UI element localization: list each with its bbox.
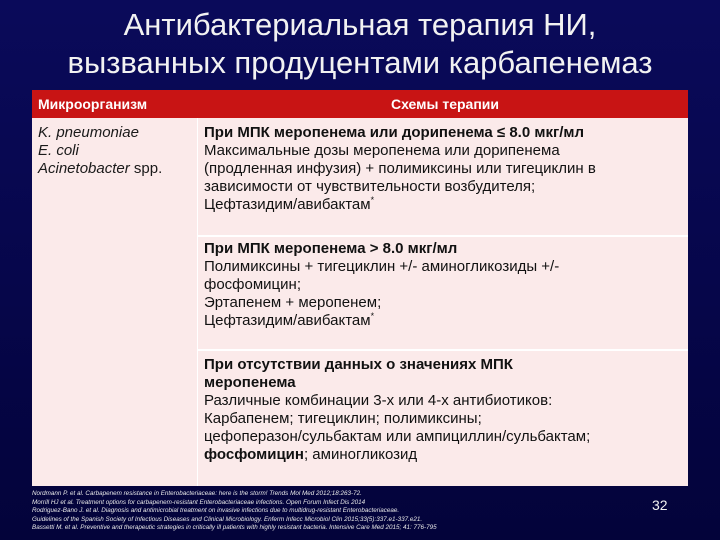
title-line-1: Антибактериальная терапия НИ, <box>123 7 597 42</box>
cell-1-heading: При МПК меропенема или дорипенема ≤ 8.0 мкг/мл <box>204 124 584 141</box>
cell-3-line: Различные комбинации 3-х или 4-х антибиотиков: <box>204 392 553 409</box>
cell-3-line-last <box>204 446 684 464</box>
cell-3-heading-2: меропенема <box>204 374 296 391</box>
cell-3-heading-1: При отсутствии данных о значениях МПК <box>204 356 513 373</box>
microorganism-k-pneumoniae: K. pneumoniae <box>38 124 139 141</box>
acinetobacter-name: Acinetobacter <box>38 160 130 177</box>
microorganism-e-coli: E. coli <box>38 142 79 159</box>
reference-item: Morrill HJ et al. Treatment options for carbapenem-resistant Enterobacteriaceae infections. Open Forum Infect Dis 2014 <box>32 498 366 506</box>
reference-item: Guidelines of the Spanish Society of Infectious Diseases and Clinical Microbiology. Enferm Infecc Microbiol Clin 2015;33(5):337.e1-337.e21. <box>32 515 423 523</box>
references <box>32 490 592 533</box>
header-therapy-schemes: Схемы терапии <box>390 96 499 112</box>
footnote-star: * <box>370 195 375 205</box>
reference-item: Bassetti M. et al. Preventive and therapeutic strategies in critically ill patients with highly resistant bacteria. Intensive Care Med 2015; 41: 776-795 <box>32 524 437 532</box>
therapy-cell-3 <box>204 356 684 464</box>
therapy-cell-1 <box>204 124 684 214</box>
cell-3-line: цефоперазон/сульбактам или ампициллин/сульбактам; <box>204 428 591 445</box>
acinetobacter-spp: spp. <box>133 160 163 177</box>
cell-2-line: фосфомицин; <box>204 276 301 293</box>
microorganism-list <box>38 124 162 178</box>
reference-item: Rodriguez-Bano J. et al. Diagnosis and antimicrobial treatment on invasive infections due to multidrug-resistant Enterobacteriaceae. <box>32 507 400 515</box>
cell-1-line: (продленная инфузия) + полимиксины или тигециклин в <box>204 160 596 177</box>
slide-title <box>0 6 720 82</box>
cell-2-heading: При МПК меропенема > 8.0 мкг/мл <box>204 240 458 257</box>
therapy-cell-2 <box>204 240 684 330</box>
cell-2-line: Эртапенем + меропенем; <box>204 294 382 311</box>
page-number: 32 <box>652 497 668 513</box>
cell-3-rest: ; аминогликозид <box>303 446 418 463</box>
header-microorganism: Микроорганизм <box>38 96 148 112</box>
row-divider-1 <box>198 235 688 237</box>
cell-1-line: зависимости от чувствительности возбудителя; <box>204 178 536 195</box>
cell-2-drug: Цефтазидим/авибактам <box>204 312 371 329</box>
cell-2-line: Полимиксины + тигециклин +/- аминогликозиды +/- <box>204 258 560 275</box>
title-line-2: вызванных продуцентами карбапенемаз <box>67 45 653 80</box>
column-divider <box>197 118 198 486</box>
cell-3-bold-drug: фосфомицин <box>204 446 304 463</box>
table-header <box>32 90 688 118</box>
cell-3-line: Карбапенем; тигециклин; полимиксины; <box>204 410 482 427</box>
therapy-table <box>32 90 688 486</box>
footnote-star: * <box>370 311 375 321</box>
cell-1-drug: Цефтазидим/авибактам <box>204 196 371 213</box>
cell-2-line-last <box>204 312 684 330</box>
row-divider-2 <box>198 349 688 351</box>
microorganism-acinetobacter <box>38 160 162 178</box>
reference-item: Nordmann P. et al. Carbapenem resistance in Enterobacteriaceae: here is the storm! Trends Mol Med 2012;18:263-72. <box>32 490 362 497</box>
cell-1-line: Максимальные дозы меропенема или дорипенема <box>204 142 560 159</box>
cell-1-line-last <box>204 196 684 214</box>
